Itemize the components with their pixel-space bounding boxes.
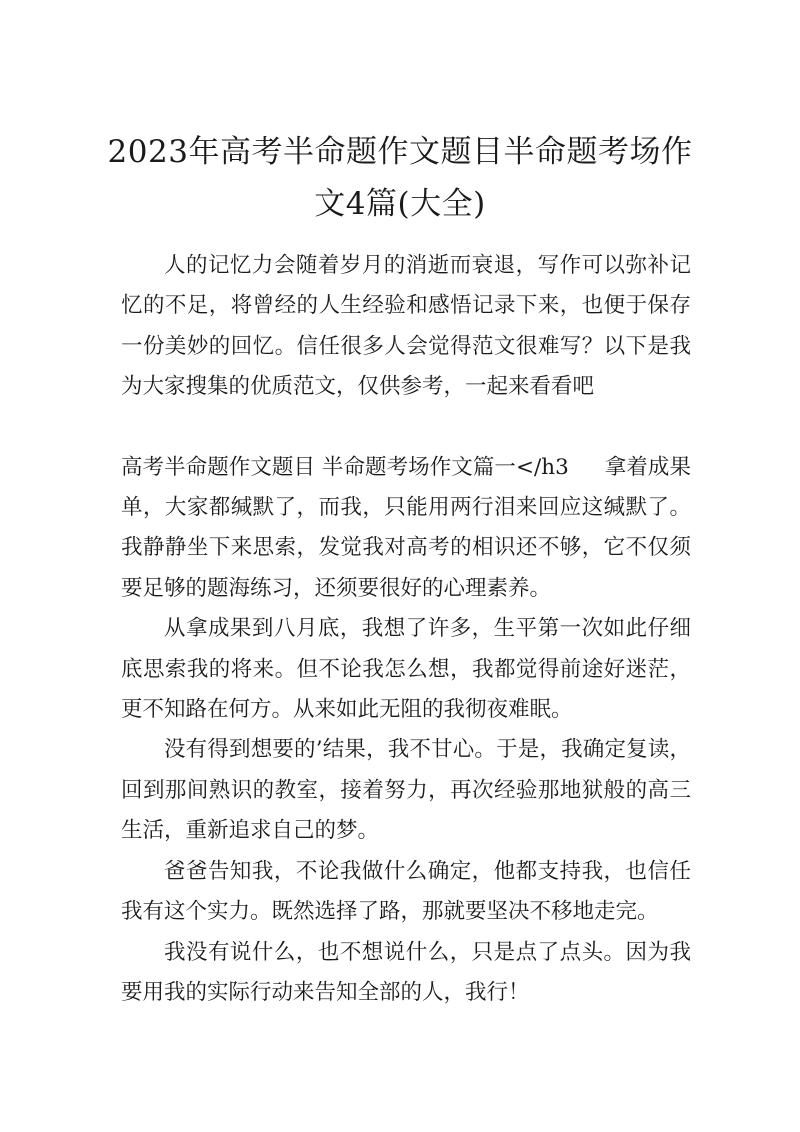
paragraph-gap — [121, 408, 691, 448]
document-body — [121, 246, 691, 1013]
body-paragraph: 爸爸告知我，不论我做什么确定，他都支持我，也信任我有这个实力。既然选择了路，那就要坚决不移地走完。 — [121, 858, 691, 925]
document-title — [100, 126, 700, 230]
title-line-2: 文4篇(大全) — [314, 186, 486, 222]
intro-paragraph: 人的记忆力会随着岁月的消逝而衰退，写作可以弥补记忆的不足，将曾经的人生经验和感悟记录下来，也便于保存一份美妙的回忆。信任很多人会觉得范文很难写？以下是我为大家搜集的优质范文，仅供参考，一起来看看吧 — [121, 253, 691, 400]
section-first-paragraph — [121, 448, 691, 610]
body-paragraph: 没有得到想要的’结果，我不甘心。于是，我确定复读，回到那间熟识的教室，接着努力，再次经验那地狱般的高三生活，重新追求自己的梦。 — [121, 737, 691, 844]
section-first-text: 拿着成果单，大家都缄默了，而我，只能用两行泪来回应这缄默了。我静静坐下来思索，发觉我对高考的相识还不够，它不仅须要足够的题海练习，还须要很好的心理素养。 — [121, 454, 691, 601]
title-line-1: 2023年高考半命题作文题目半命题考场作 — [107, 134, 693, 170]
body-paragraph: 我没有说什么，也不想说什么，只是点了点头。因为我要用我的实际行动来告知全部的人，我行！ — [121, 939, 691, 1005]
body-paragraph: 从拿成果到八月底，我想了许多，生平第一次如此仔细底思索我的将来。但不论我怎么想，我都觉得前途好迷茫，更不知路在何方。从来如此无阻的我彻夜难眠。 — [121, 616, 691, 723]
section-heading: 高考半命题作文题目 半命题考场作文篇一</h3 — [121, 454, 569, 480]
